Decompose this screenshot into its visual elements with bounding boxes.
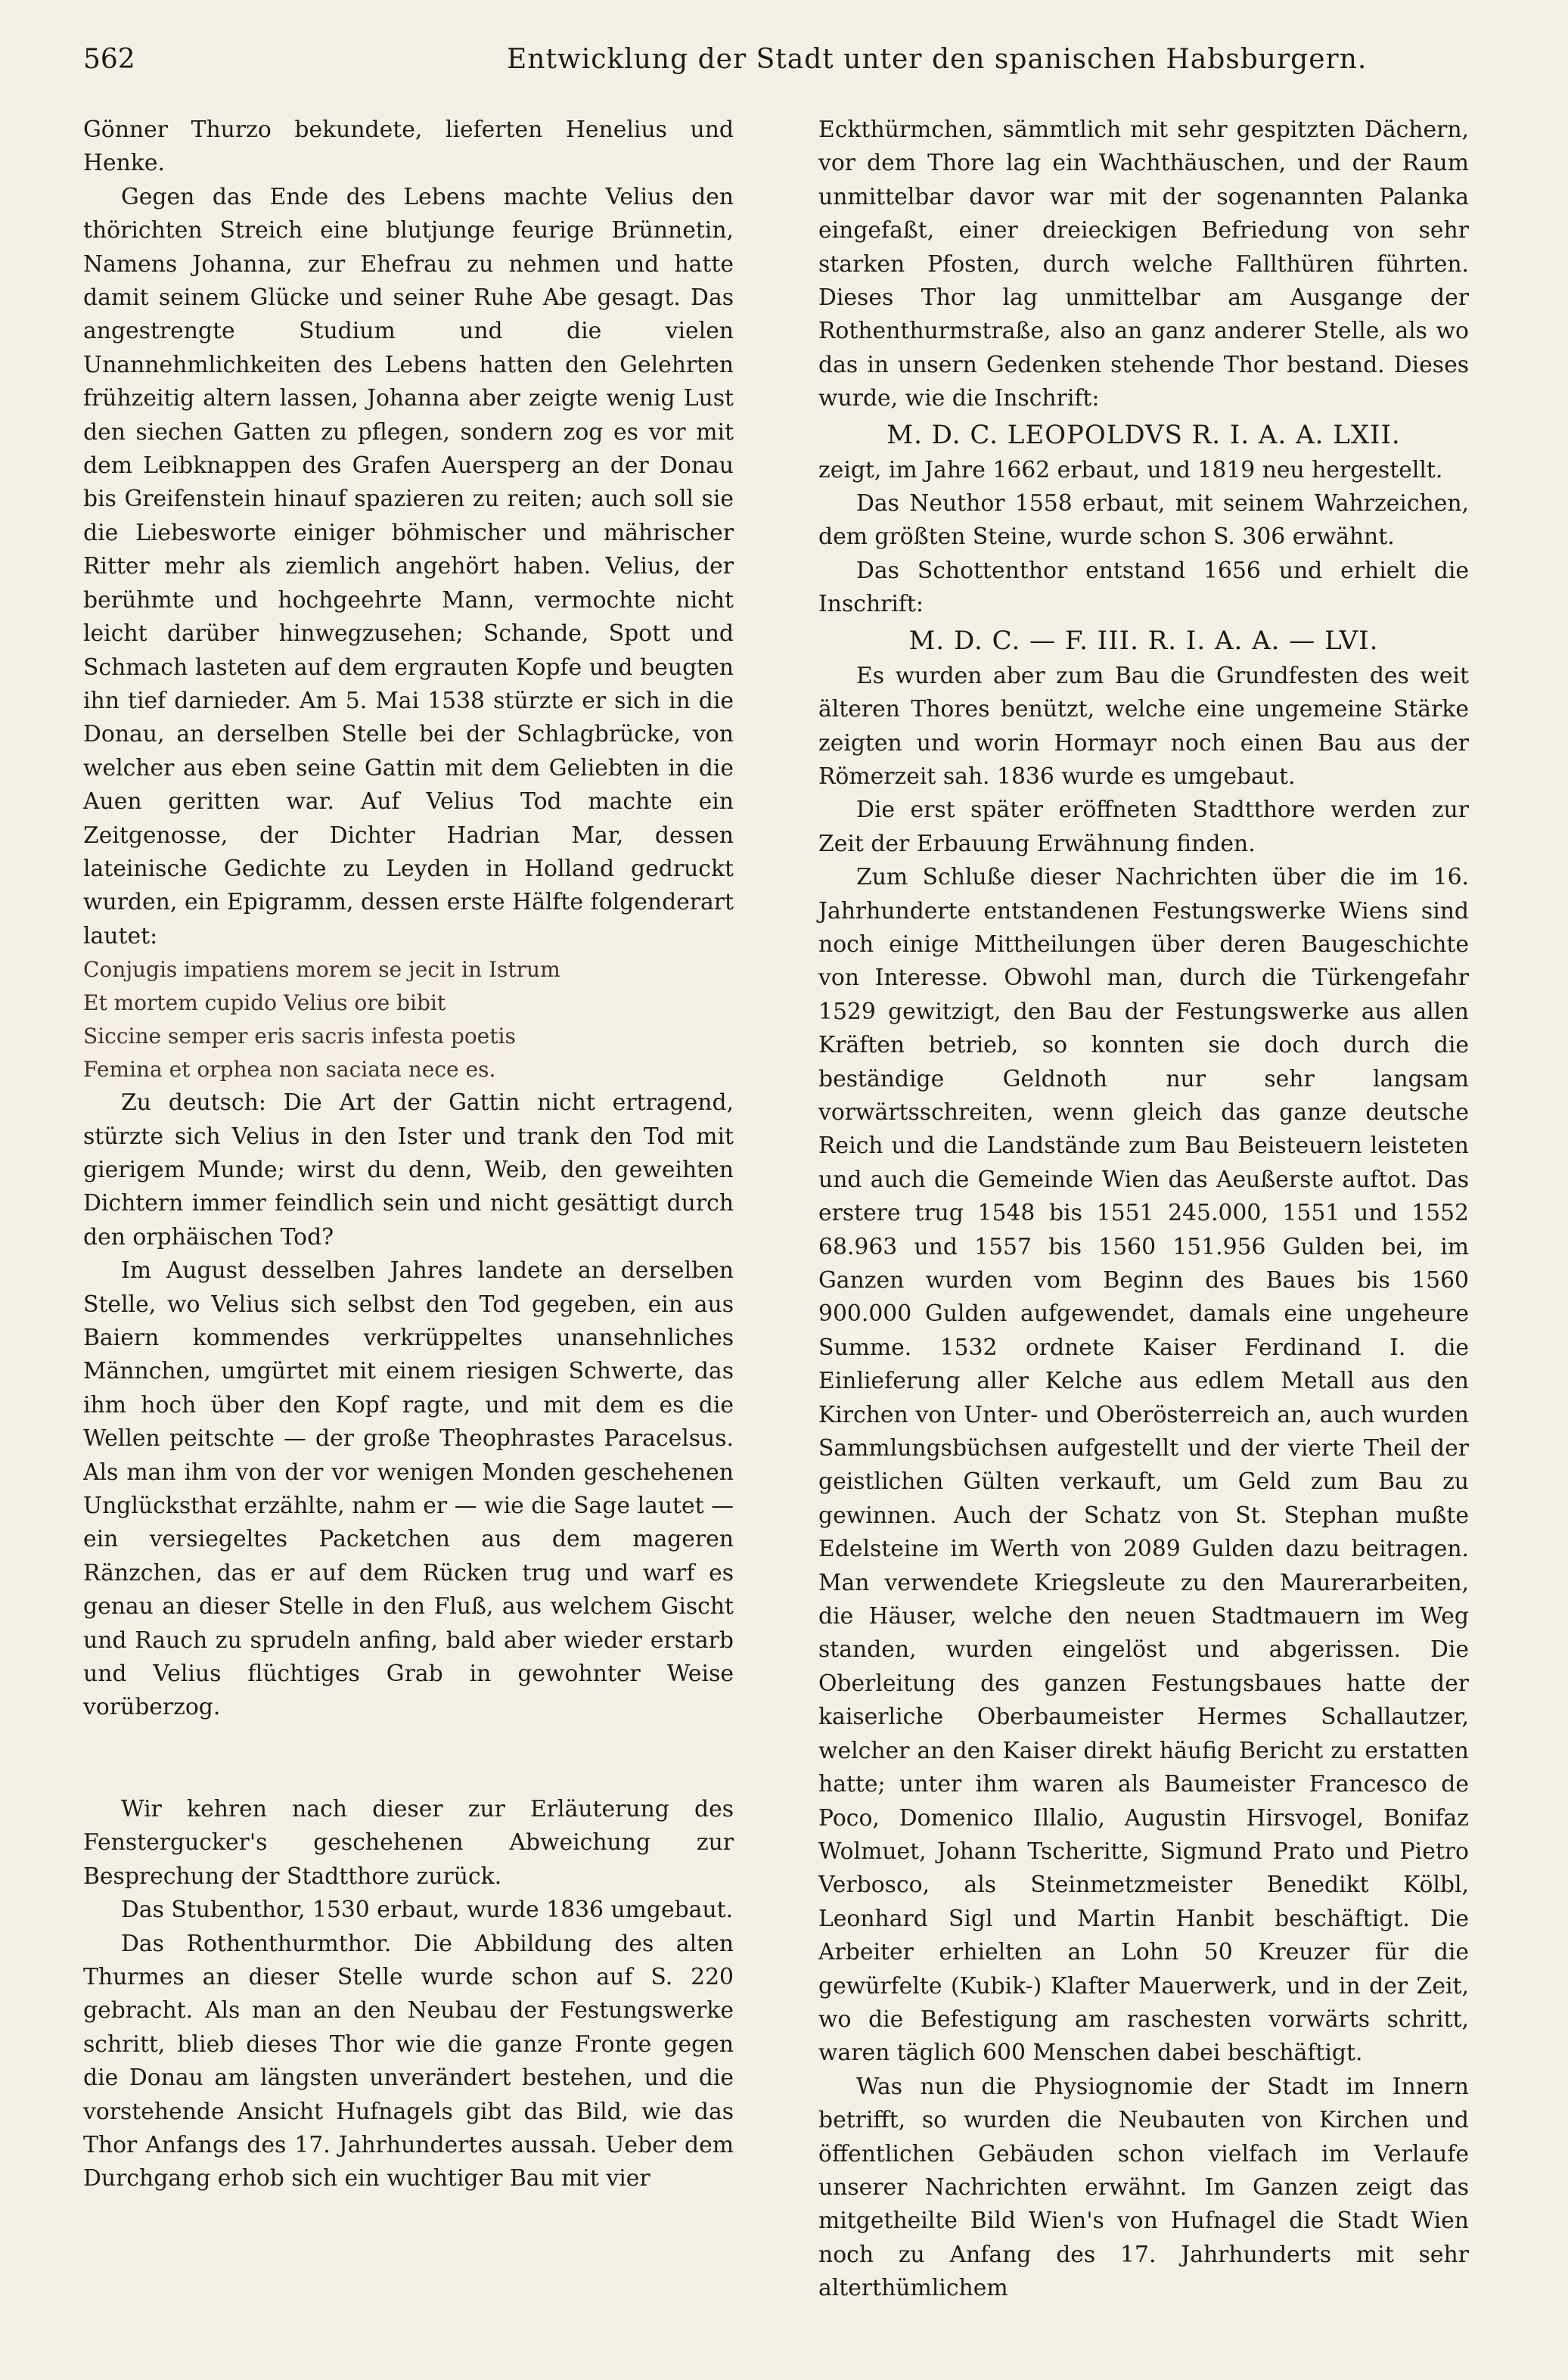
paragraph: Das Rothenthurmthor. Die Abbildung des alten Thurmes an dieser Stelle wurde schon auf S. 220 gebracht. Als man an den Neubau der Festungswerke schritt, blieb dieses Thor wie die ganze Fronte gegen die Donau am längsten unverändert bestehen, und die vorstehende Ansicht Hufnagels gibt das Bild, wie das Thor Anfangs des 17. Jahrhundertes aussah. Ueber dem Durchgang erhob sich ein wuchtiger Bau mit vier bbox=[83, 1930, 734, 2192]
paragraph: Das Stubenthor, 1530 erbaut, wurde 1836 umgebaut. bbox=[121, 1897, 734, 1924]
paragraph: Wir kehren nach dieser zur Erläuterung des Fenstergucker's geschehenen Abweichung zur Besprechung der Stadtthore zurück. bbox=[83, 1795, 734, 1890]
verse-line: Siccine semper eris sacris infesta poetis bbox=[83, 1024, 516, 1049]
paragraph: Eckthürmchen, sämmtlich mit sehr gespitzten Dächern, vor dem Thore lag ein Wachthäuschen, und der Raum unmittelbar davor war mit der sogenannten Palanka eingefaßt, einer dreieckigen Befriedung von sehr starken Pfosten, durch welche Fallthüren führten. Dieses Thor lag unmittelbar am Ausgange der Rothenthurmstraße, also an ganz anderer Stelle, als wo das in unsern Gedenken stehende Thor bestand. Dieses wurde, wie die Inschrift: bbox=[818, 117, 1469, 412]
running-title: Entwicklung der Stadt unter den spanischen Habsburgern. bbox=[507, 44, 1368, 75]
paragraph: zeigt, im Jahre 1662 erbaut, und 1819 neu hergestellt. bbox=[818, 456, 1443, 483]
verse-line: Femina et orphea non saciata nece es. bbox=[83, 1057, 496, 1083]
page-header bbox=[83, 44, 1505, 89]
page-number: 562 bbox=[83, 44, 135, 75]
inscription: M. D. C. LEOPOLDVS R. I. A. A. LXII. bbox=[886, 419, 1401, 450]
verse-line: Conjugis impatiens morem se jecit in Istrum bbox=[83, 957, 560, 983]
verse-line: Et mortem cupido Velius ore bibit bbox=[83, 990, 446, 1016]
paragraph: Im August desselben Jahres landete an derselben Stelle, wo Velius sich selbst den Tod gegeben, ein aus Baiern kommendes verkrüppeltes unansehnliches Männchen, umgürtet mit einem riesigen Schwerte, das ihm hoch über den Kopf ragte, und mit dem es die Wellen peitschte — der große Theophrastes Paracelsus. Als man ihm von der vor wenigen Monden geschehenen Unglücksthat erzählte, nahm er — wie die Sage lautet — ein versiegeltes Packetchen aus dem mageren Ränzchen, das er auf dem Rücken trug und warf es genau an dieser Stelle in den Fluß, aus welchem Gischt und Rauch zu sprudeln anfing, bald aber wieder erstarb und Velius flüchtiges Grab in gewohnter Weise vorüberzog. bbox=[83, 1257, 734, 1721]
paragraph: Zum Schluße dieser Nachrichten über die im 16. Jahrhunderte entstandenen Festungswerke Wiens sind noch einige Mittheilungen über deren Baugeschichte von Interesse. Obwohl man, durch die Türkengefahr 1529 gewitzigt, den Bau der Festungswerke aus allen Kräften betrieb, so konnten sie doch durch die beständige Geldnoth nur sehr langsam vorwärtsschreiten, wenn gleich das ganze deutsche Reich und die Landstände zum Bau Beisteuern leisteten und auch die Gemeinde Wien das Aeußerste auftot. Das erstere trug 1548 bis 1551 245.000, 1551 und 1552 68.963 und 1557 bis 1560 151.956 Gulden bei, im Ganzen wurden vom Beginn des Baues bis 1560 900.000 Gulden aufgewendet, damals eine ungeheure Summe. 1532 ordnete Kaiser Ferdinand I. die Einlieferung aller Kelche aus edlem Metall aus den Kirchen von Unter- und Oberösterreich an, auch wurden Sammlungsbüchsen aufgestellt und der vierte Theil der geistlichen Gülten verkauft, um Geld zum Bau zu gewinnen. Auch der Schatz von St. Stephan mußte Edelsteine im Werth von 2089 Gulden dazu beitragen. Man verwendete Kriegsleute zu den Maurerarbeiten, die Häuser, welche den neuen Stadtmauern im Weg standen, wurden eingelöst und abgerissen. Die Oberleitung des ganzen Festungsbaues hatte der kaiserliche Oberbaumeister Hermes Schallautzer, welcher an den Kaiser direkt häufig Bericht zu erstatten hatte; unter ihm waren als Baumeister Francesco de Poco, Domenico Illalio, Augustin Hirsvogel, Bonifaz Wolmuet, Johann Tscheritte, Sigmund Prato und Pietro Verbosco, als Steinmetzmeister Benedikt Kölbl, Leonhard Sigl und Martin Hanbit beschäftigt. Die Arbeiter erhielten an Lohn 50 Kreuzer für die gewürfelte (Kubik-) Klafter Mauerwerk, und in der Zeit, wo die Befestigung am raschesten vorwärts schritt, waren täglich 600 Menschen dabei beschäftigt. bbox=[818, 864, 1469, 2067]
paragraph: Was nun die Physiognomie der Stadt im Innern betrifft, so wurden die Neubauten von Kirchen und öffentlichen Gebäuden schon vielfach im Verlaufe unserer Nachrichten erwähnt. Im Ganzen zeigt das mitgetheilte Bild Wien's von Hufnagel die Stadt Wien noch zu Anfang des 17. Jahrhunderts mit sehr alterthümlichem bbox=[818, 2073, 1469, 2302]
paragraph: Zu deutsch: Die Art der Gattin nicht ertragend, stürzte sich Velius in den Ister und trank den Tod mit gierigem Munde; wirst du denn, Weib, den geweihten Dichtern immer feindlich sein und nicht gesättigt durch den orphäischen Tod? bbox=[83, 1089, 734, 1251]
left-column bbox=[83, 113, 734, 2196]
right-column bbox=[818, 113, 1469, 2306]
paragraph: Das Schottenthor entstand 1656 und erhielt die Inschrift: bbox=[818, 557, 1469, 618]
paragraph: Gegen das Ende des Lebens machte Velius den thörichten Streich eine blutjunge feurige Brünnetin, Namens Johanna, zur Ehefrau zu nehmen und hatte damit seinem Glücke und seiner Ruhe Abe gesagt. Das angestrengte Studium und die vielen Unannehmlichkeiten des Lebens hatten den Gelehrten frühzeitig altern lassen, Johanna aber zeigte wenig Lust den siechen Gatten zu pflegen, sondern zog es vor mit dem Leibknappen des Grafen Auersperg an der Donau bis Greifenstein hinauf spazieren zu reiten; auch soll sie die Liebesworte einiger böhmischer und mährischer Ritter mehr als ziemlich angehört haben. Velius, der berühmte und hochgeehrte Mann, vermochte nicht leicht darüber hinwegzusehen; Schande, Spott und Schmach lasteten auf dem ergrauten Kopfe und beugten ihn tief darnieder. Am 5. Mai 1538 stürzte er sich in die Donau, an derselben Stelle bei der Schlagbrücke, von welcher aus eben seine Gattin mit dem Geliebten in die Auen geritten war. Auf Velius Tod machte ein Zeitgenosse, der Dichter Hadrian Mar, dessen lateinische Gedichte zu Leyden in Holland gedruckt wurden, ein Epigramm, dessen erste Hälfte folgenderart lautet: bbox=[83, 183, 734, 949]
paragraph: Das Neuthor 1558 erbaut, mit seinem Wahrzeichen, dem größten Steine, wurde schon S. 306 erwähnt. bbox=[818, 490, 1469, 551]
inscription: M. D. C. — F. III. R. I. A. A. — LVI. bbox=[908, 625, 1379, 656]
section-gap bbox=[83, 1725, 734, 1793]
paragraph: Die erst später eröffneten Stadtthore werden zur Zeit der Erbauung Erwähnung finden. bbox=[818, 797, 1469, 857]
paragraph: Es wurden aber zum Bau die Grundfesten des weit älteren Thores benützt, welche eine ungemeine Stärke zeigten und worin Hormayr noch einen Bau aus der Römerzeit sah. 1836 wurde es umgebaut. bbox=[818, 662, 1469, 790]
paragraph: Gönner Thurzo bekundete, lieferten Henelius und Henke. bbox=[83, 117, 734, 177]
